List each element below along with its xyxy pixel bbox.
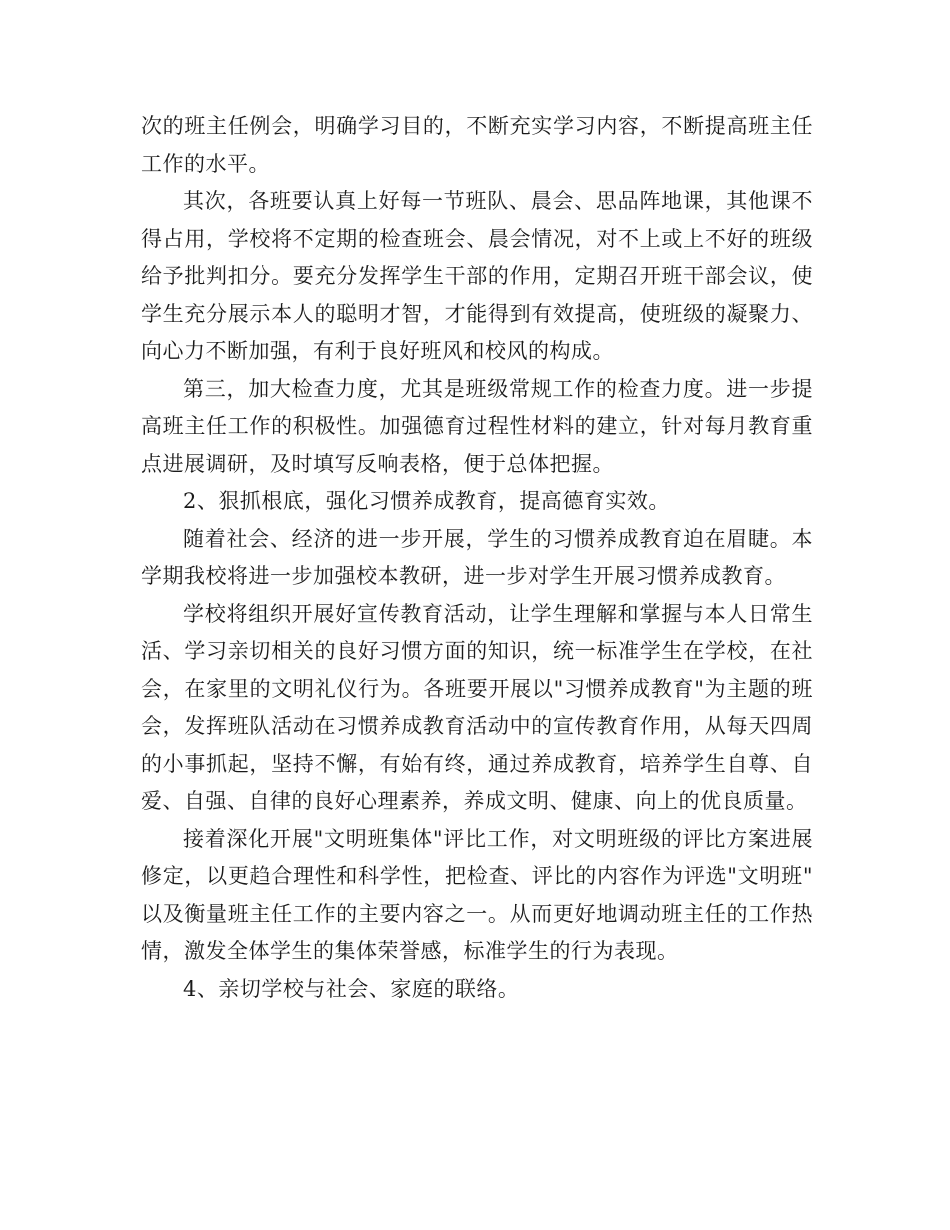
paragraph-continuation: 次的班主任例会，明确学习目的，不断充实学习内容，不断提高班主任工作的水平。 bbox=[141, 114, 813, 176]
section-heading-4: 4、亲切学校与社会、家庭的联络。 bbox=[183, 976, 520, 1001]
paragraph-habit-activities: 学校将组织开展好宣传教育活动，让学生理解和掌握与本人日常生活、学习亲切相关的良好习惯方面的知识，统一标准学生在学校，在社会，在家里的文明礼仪行为。各班要开展以"习惯养成教育"为主题的班会，发挥班队活动在习惯养成教育活动中的宣传教育作用，从每天四周的小事抓起，坚持不懈，有始有终，通过养成教育，培养学生自尊、自爱、自强、自律的良好心理素养，养成文明、健康、向上的优良质量。 bbox=[141, 601, 813, 813]
paragraph-civilized-class: 接着深化开展"文明班集体"评比工作，对文明班级的评比方案进展修定，以更趋合理性和科学性，把检查、评比的内容作为评选"文明班"以及衡量班主任工作的主要内容之一。从而更好地调动班主任的工作热情，激发全体学生的集体荣誉感，标准学生的行为表现。 bbox=[141, 826, 813, 963]
paragraph-habit-intro: 随着社会、经济的进一步开展，学生的习惯养成教育迫在眉睫。本学期我校将进一步加强校本教研，进一步对学生开展习惯养成教育。 bbox=[141, 526, 813, 588]
section-heading-2: 2、狠抓根底，强化习惯养成教育，提高德育实效。 bbox=[183, 489, 670, 513]
paragraph-third-point: 第三，加大检查力度，尤其是班级常规工作的检查力度。进一步提高班主任工作的积极性。加强德育过程性材料的建立，针对每月教育重点进展调研，及时填写反响表格，便于总体把握。 bbox=[141, 376, 813, 476]
document-body bbox=[141, 108, 813, 1008]
paragraph-second-point: 其次，各班要认真上好每一节班队、晨会、思品阵地课，其他课不得占用，学校将不定期的检查班会、晨会情况，对不上或上不好的班级给予批判扣分。要充分发挥学生干部的作用，定期召开班干部会议，使学生充分展示本人的聪明才智，才能得到有效提高，使班级的凝聚力、向心力不断加强，有利于良好班风和校风的构成。 bbox=[141, 189, 813, 363]
